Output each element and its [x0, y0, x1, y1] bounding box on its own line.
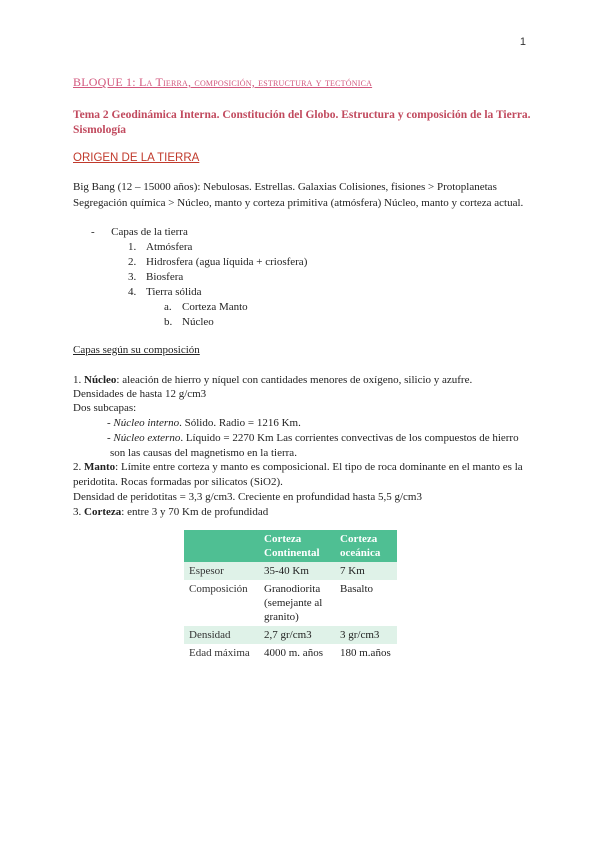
- table-cell: 3 gr/cm3: [335, 626, 397, 644]
- section-heading-origen: ORIGEN DE LA TIERRA: [73, 152, 200, 164]
- table-cell: Composición: [189, 583, 248, 595]
- table-row: [184, 562, 397, 580]
- table-row: [184, 644, 397, 662]
- corteza-table: [184, 530, 397, 662]
- list-item: 1. Atmósfera: [128, 241, 193, 253]
- table-cell: 180 m.años: [340, 647, 391, 659]
- capas-list-label: - Capas de la tierra: [91, 226, 188, 238]
- table-cell: 35-40 Km: [259, 562, 335, 580]
- table-header-row: [184, 530, 397, 562]
- intro-line-2: Segregación química > Núcleo, manto y corteza primitiva (atmósfera) Núcleo, manto y corteza actual.: [73, 197, 524, 209]
- table-row: [184, 626, 397, 644]
- topic-title: Tema 2 Geodinámica Interna. Constitución del Globo. Estructura y composición de la Tierra. Sismología: [73, 109, 531, 136]
- list-item: 4. Tierra sólida: [128, 286, 202, 298]
- list-item: b. Núcleo: [164, 316, 214, 328]
- block-title: BLOQUE 1: La Tierra, composición, estructura y tectónica: [73, 75, 373, 89]
- list-item: 2. Hidrosfera (agua líquida + criosfera): [128, 256, 308, 268]
- nucleo-externo-cont: son las causas del magnetismo en la tierra.: [110, 447, 297, 459]
- table-cell: Granodiorita (semejante al granito): [264, 583, 323, 623]
- corteza-paragraph: 3. Corteza: entre 3 y 70 Km de profundidad: [73, 506, 269, 518]
- table-row: [184, 580, 397, 626]
- table-cell: 4000 m. años: [264, 647, 323, 659]
- list-item: a. Corteza Manto: [164, 301, 248, 313]
- table-header: Corteza Continental: [259, 530, 335, 562]
- nucleo-externo: - Núcleo externo. Líquido = 2270 Km Las corrientes convectivas de los compuestos de hierro: [107, 432, 519, 444]
- manto-paragraph: 2. Manto: Límite entre corteza y manto es composicional. El tipo de roca dominante en el manto es la: [73, 461, 523, 473]
- nucleo-subcapas: Dos subcapas:: [73, 402, 137, 414]
- nucleo-paragraph: 1. Núcleo: aleación de hierro y níquel con cantidades menores de oxígeno, silicio y azufre.: [73, 374, 473, 386]
- manto-density: Densidad de peridotitas = 3,3 g/cm3. Creciente en profundidad hasta 5,5 g/cm3: [73, 491, 422, 503]
- intro-line-1: Big Bang (12 – 15000 años): Nebulosas. Estrellas. Galaxias Colisiones, fisiones > Protoplanetas: [73, 181, 497, 193]
- table-cell: Edad máxima: [189, 647, 250, 659]
- table-header: [184, 530, 259, 562]
- list-item: 3. Biosfera: [128, 271, 184, 283]
- table-cell: Espesor: [184, 562, 259, 580]
- table-header: Corteza oceánica: [335, 530, 397, 562]
- table-cell: 2,7 gr/cm3: [259, 626, 335, 644]
- table-cell: Densidad: [184, 626, 259, 644]
- section-heading-composicion: Capas según su composición: [73, 344, 200, 356]
- manto-paragraph-cont: peridotita. Rocas formadas por silicatos (SiO2).: [73, 476, 283, 488]
- table-cell: Basalto: [340, 583, 373, 595]
- table-cell: 7 Km: [335, 562, 397, 580]
- page-number: 1: [519, 36, 526, 48]
- nucleo-interno: - Núcleo interno. Sólido. Radio = 1216 Km.: [107, 417, 301, 429]
- nucleo-density: Densidades de hasta 12 g/cm3: [73, 388, 207, 400]
